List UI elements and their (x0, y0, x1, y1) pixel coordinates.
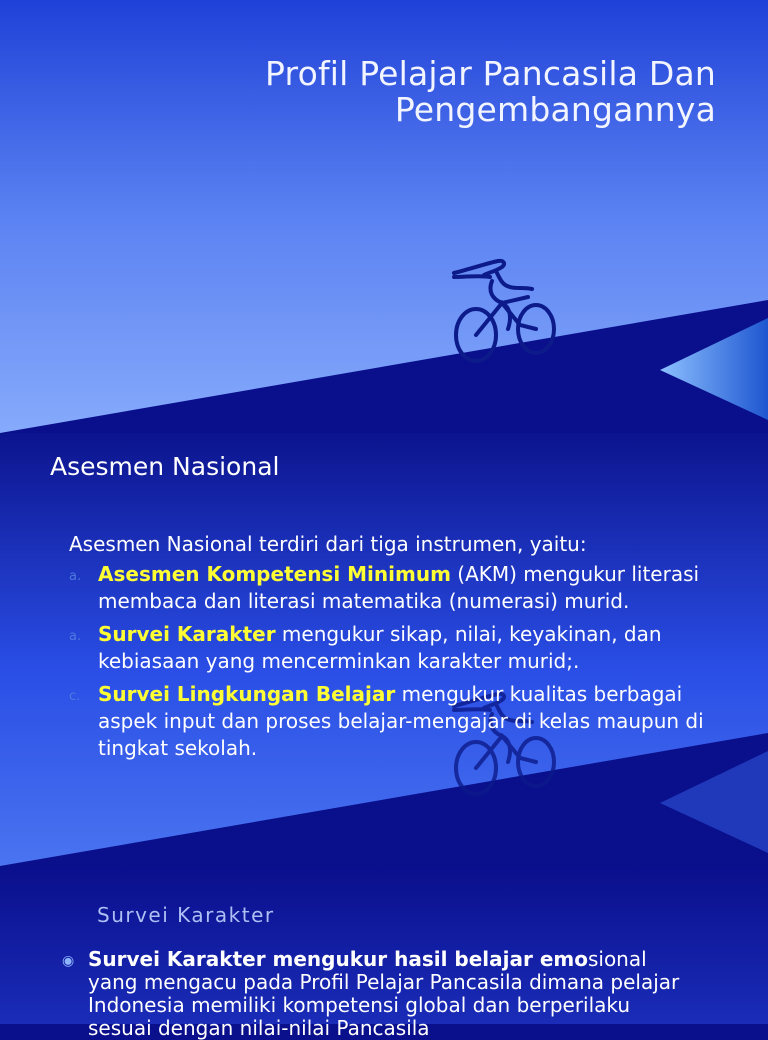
list-marker: a. (69, 629, 82, 644)
list-marker: a. (69, 569, 82, 584)
body-paragraph (88, 948, 688, 1040)
slide-title: Asesmen Nasional (50, 452, 280, 481)
title-slide (0, 0, 768, 433)
slide-title: Survei Karakter (97, 903, 275, 927)
cyclist-icon (440, 255, 565, 370)
instrument-list (69, 561, 709, 768)
highlight-term: Survei Karakter (98, 622, 276, 646)
radio-bullet-icon: ◉ (62, 953, 75, 969)
highlight-term: Survei Lingkungan Belajar (98, 682, 396, 706)
highlight-term: Asesmen Kompetensi Minimum (98, 562, 451, 586)
list-item (69, 561, 709, 615)
title-line-2: Pengembangannya (394, 90, 716, 129)
survei-karakter-slide (0, 866, 768, 1040)
item-text: mengukur kualitas berbagai aspek input dan proses belajar-mengajar di kelas maupun di tingkat sekolah. (98, 682, 704, 760)
intro-text: Asesmen Nasional terdiri dari tiga instrumen, yaitu: (69, 532, 587, 556)
item-text: mengukur sikap, nilai, keyakinan, dan kebiasaan yang mencerminkan karakter murid;. (98, 622, 662, 673)
bold-text: Survei Karakter mengukur hasil belajar emo (88, 947, 588, 971)
title-line-1: Profil Pelajar Pancasila Dan (265, 54, 716, 93)
asesmen-slide (0, 433, 768, 866)
body-text: sional yang mengacu pada Profil Pelajar Pancasila dimana pelajar Indonesia memiliki kompetensi global dan berperilaku sesuai dengan nilai-nilai Pancasila (88, 947, 680, 1040)
list-item (69, 621, 709, 675)
list-item (69, 681, 709, 762)
item-text: (AKM) mengukur literasi membaca dan literasi matematika (numerasi) murid. (98, 562, 700, 613)
list-marker: c. (69, 689, 81, 704)
slide-title (265, 56, 716, 128)
